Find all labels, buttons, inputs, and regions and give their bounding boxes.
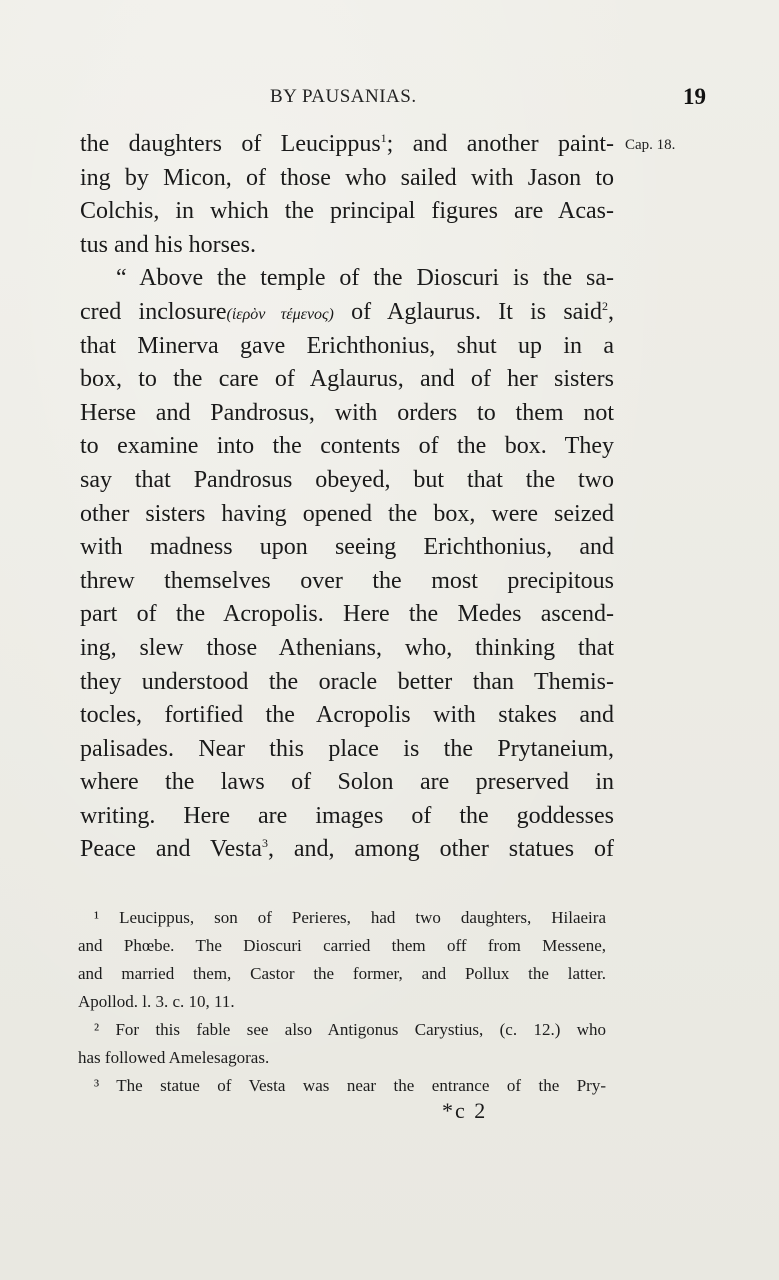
running-head: BY PAUSANIAS.	[270, 86, 417, 107]
body-line: other sisters having opened the box, were seized	[80, 500, 614, 527]
body-line: cred inclosure(ἱερὸν τέμενος) of Aglaurus. It is said$^2$,	[80, 298, 614, 325]
greek-phrase: (ἱερὸν τέμενος)	[226, 305, 334, 323]
body-line: threw themselves over the most precipitous	[80, 567, 614, 594]
footnote-ref-2: 2	[601, 298, 608, 313]
footnote-line: ³ The statue of Vesta was near the entrance of the Pry-	[94, 1076, 606, 1095]
body-line: Herse and Pandrosus, with orders to them not	[80, 399, 614, 426]
body-line: the daughters of Leucippus$^1$; and another paint-	[80, 131, 615, 157]
body-line: that Minerva gave Erichthonius, shut up in a	[80, 332, 614, 359]
body-line: with madness upon seeing Erichthonius, and	[80, 534, 614, 561]
body-line: palisades. Near this place is the Prytaneium,	[80, 735, 614, 762]
body-text	[80, 128, 614, 867]
footnotes	[78, 904, 606, 1100]
body-line: part of the Acropolis. Here the Medes ascend-	[80, 601, 614, 628]
body-line: they understood the oracle better than Themis-	[80, 668, 614, 695]
body-line: “ Above the temple of the Dioscuri is the sa-	[116, 265, 614, 292]
body-line: ing by Micon, of those who sailed with Jason to	[80, 164, 614, 191]
footnote-line: and married them, Castor the former, and Pollux the latter.	[78, 964, 606, 983]
body-line: writing. Here are images of the goddesses	[80, 802, 614, 829]
footnote-line: Apollod. l. 3. c. 10, 11.	[78, 992, 235, 1011]
body-line: tus and his horses.	[80, 231, 256, 258]
page-number: 19	[683, 84, 706, 109]
body-line: ing, slew those Athenians, who, thinking that	[80, 634, 614, 661]
body-line: Peace and Vesta$^3$, and, among other statues of	[80, 836, 614, 863]
footnote-line: ² For this fable see also Antigonus Carystius, (c. 12.) who	[94, 1020, 606, 1039]
body-line: box, to the care of Aglaurus, and of her sisters	[80, 366, 614, 393]
body-line: say that Pandrosus obeyed, but that the two	[80, 466, 614, 493]
footnote-line: and Phœbe. The Dioscuri carried them off from Messene,	[78, 936, 606, 955]
body-line: tocles, fortified the Acropolis with stakes and	[80, 702, 614, 729]
footnote-ref-3: 3	[261, 836, 268, 851]
signature-mark: *c 2	[442, 1098, 488, 1123]
footnote-line: ¹ Leucippus, son of Perieres, had two daughters, Hilaeira	[94, 908, 606, 927]
chapter-margin-note: Cap. 18.	[625, 137, 676, 153]
body-line: to examine into the contents of the box. They	[80, 433, 614, 460]
footnote-ref-1: 1	[380, 131, 387, 145]
body-line: Colchis, in which the principal figures are Acas-	[80, 198, 614, 225]
body-line: where the laws of Solon are preserved in	[80, 769, 614, 796]
footnote-line: has followed Amelesagoras.	[78, 1048, 270, 1067]
